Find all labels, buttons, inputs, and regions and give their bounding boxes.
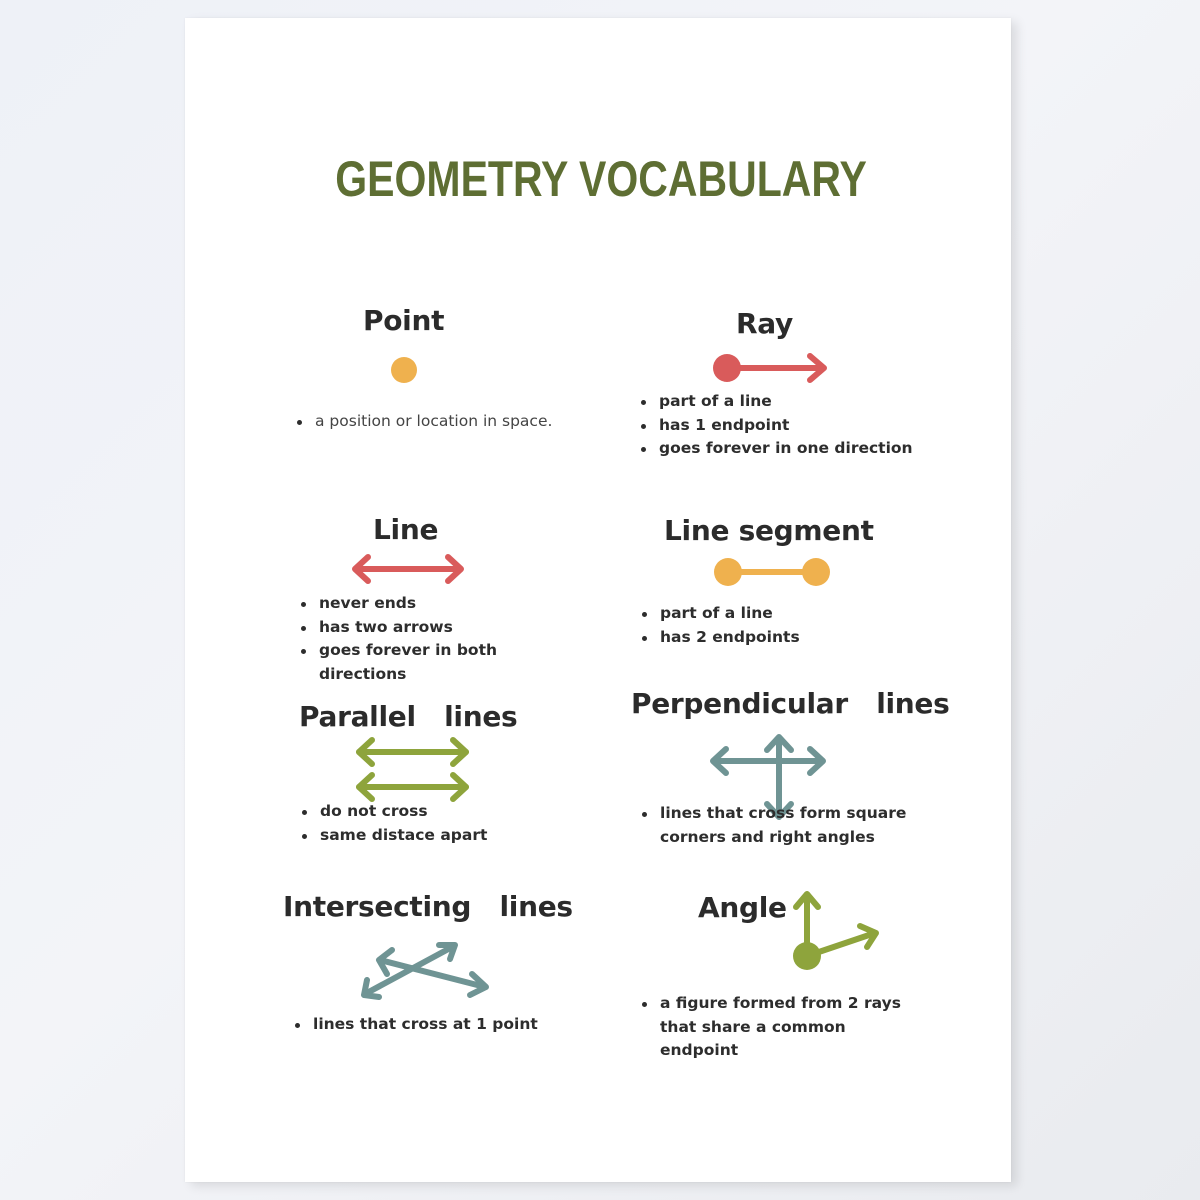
bullet: never ends <box>299 592 509 616</box>
term-line-heading: Line <box>373 513 439 546</box>
bullet: has two arrows <box>299 616 509 640</box>
bullet: a figure formed from 2 rays that share a common endpoint <box>640 992 910 1063</box>
term-perpendicular-lines-definition <box>640 802 920 849</box>
term-angle-definition <box>640 992 910 1063</box>
term-line-segment-heading: Line segment <box>664 514 874 547</box>
bullet: part of a line <box>639 390 959 414</box>
term-ray-definition <box>639 390 959 461</box>
poster <box>185 18 1011 1182</box>
segment-icon <box>712 556 832 588</box>
term-intersecting-lines-definition <box>293 1013 573 1037</box>
term-parallel-lines-heading: Parallel lines <box>299 700 518 733</box>
bullet: has 2 endpoints <box>640 626 880 650</box>
bullet: do not cross <box>300 800 540 824</box>
double-arrow-icon <box>348 552 468 586</box>
ray-arrow-icon <box>710 351 830 387</box>
term-intersecting-lines-heading: Intersecting lines <box>283 890 573 923</box>
term-angle-heading: Angle <box>698 891 787 924</box>
term-point-definition <box>295 410 635 434</box>
bullet: part of a line <box>640 602 880 626</box>
dot-icon <box>389 355 419 385</box>
term-line-segment-definition <box>640 602 880 649</box>
bullet: lines that cross at 1 point <box>293 1013 573 1037</box>
bullet: has 1 endpoint <box>639 414 959 438</box>
term-ray-heading: Ray <box>736 307 793 340</box>
bullet: lines that cross form square corners and right angles <box>640 802 920 849</box>
term-point-heading: Point <box>363 304 445 337</box>
term-line-definition <box>299 592 509 686</box>
term-perpendicular-lines-heading: Perpendicular lines <box>631 687 950 720</box>
bullet: goes forever in one direction <box>639 437 959 461</box>
bullet: goes forever in both directions <box>299 639 509 686</box>
parallel-arrows-icon <box>352 736 474 804</box>
bullet: a position or location in space. <box>295 410 635 434</box>
bullet: same distace apart <box>300 824 540 848</box>
angle-icon <box>789 889 881 975</box>
term-parallel-lines-definition <box>300 800 540 847</box>
poster-title: GEOMETRY VOCABULARY <box>335 151 867 207</box>
intersecting-arrows-icon <box>357 940 492 1002</box>
